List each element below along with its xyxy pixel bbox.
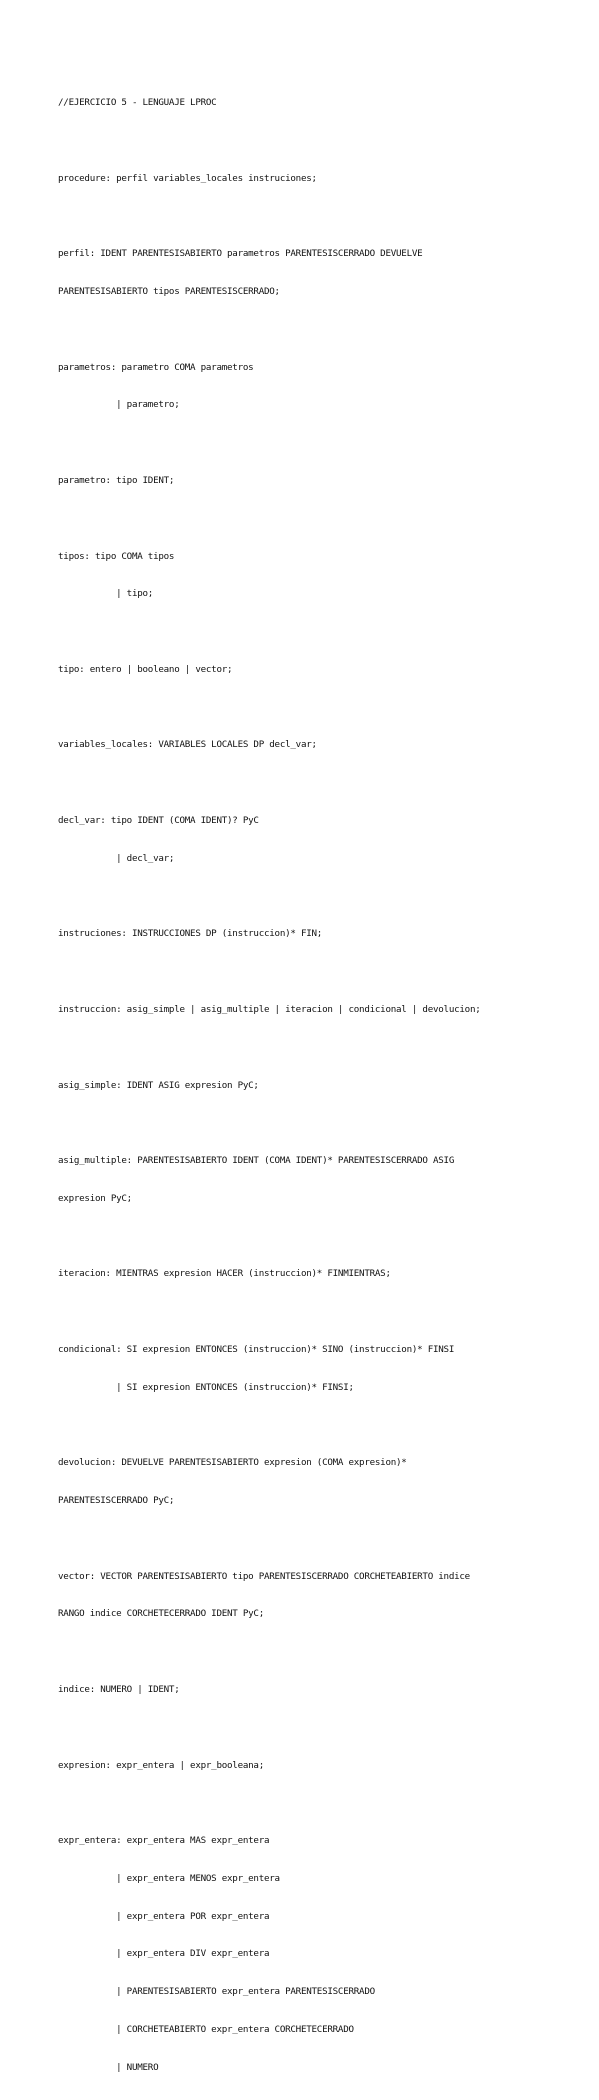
rule-tipos: tipos: tipo COMA tipos [58,550,175,562]
blank-line [58,1306,578,1319]
rule-expr-entera-alt-numero: | NUMERO [58,2061,159,2073]
blank-line [58,1420,578,1433]
blank-line [58,1797,578,1810]
rule-devolucion: devolucion: DEVUELVE PARENTESISABIERTO expresion (COMA expresion)* [58,1457,407,1469]
blank-line [58,1042,578,1055]
rule-instruccion: instruccion: asig_simple | asig_multiple | iteracion | condicional | devolucion; [58,1003,481,1015]
rule-vector-cont: RANGO indice CORCHETECERRADO IDENT PyC; [58,1608,264,1620]
rule-asig-multiple: asig_multiple: PARENTESISABIERTO IDENT (COMA IDENT)* PARENTESISCERRADO ASIG [58,1155,455,1167]
grammar-code-block [58,72,578,2100]
blank-line [58,966,578,979]
blank-line [58,1646,578,1659]
rule-decl-var: decl_var: tipo IDENT (COMA IDENT)? PyC [58,815,259,827]
rule-expr-entera-alt-corchete: | CORCHETEABIERTO expr_entera CORCHETECERRADO [58,2024,354,2036]
rule-expr-entera-alt-div: | expr_entera DIV expr_entera [58,1948,270,1960]
blank-line [58,891,578,904]
rule-iteracion: iteracion: MIENTRAS expresion HACER (instruccion)* FINMIENTRAS; [58,1268,391,1280]
rule-vector: vector: VECTOR PARENTESISABIERTO tipo PARENTESISCERRADO CORCHETEABIERTO indice [58,1570,470,1582]
blank-line [58,1117,578,1130]
rule-expr-entera: expr_entera: expr_entera MAS expr_entera [58,1835,270,1847]
blank-line [58,437,578,450]
rule-asig-multiple-cont: expresion PyC; [58,1192,132,1204]
blank-line [58,1722,578,1735]
rule-tipos-alt: | tipo; [58,588,154,600]
rule-decl-var-alt: | decl_var; [58,852,175,864]
rule-instruciones: instruciones: INSTRUCCIONES DP (instruccion)* FIN; [58,928,323,940]
comment-line: //EJERCICIO 5 - LENGUAJE LPROC [58,97,217,109]
blank-line [58,324,578,337]
rule-procedure: procedure: perfil variables_locales instruciones; [58,172,317,184]
blank-line [58,513,578,526]
rule-expr-entera-alt-menos: | expr_entera MENOS expr_entera [58,1872,280,1884]
rule-expr-entera-alt-por: | expr_entera POR expr_entera [58,1910,270,1922]
rule-perfil-cont: PARENTESISABIERTO tipos PARENTESISCERRADO; [58,286,280,298]
blank-line [58,211,578,224]
rule-condicional-alt: | SI expresion ENTONCES (instruccion)* FINSI; [58,1381,354,1393]
blank-line [58,702,578,715]
rule-tipo: tipo: entero | booleano | vector; [58,663,233,675]
rule-parametro: parametro: tipo IDENT; [58,475,175,486]
rule-devolucion-cont: PARENTESISCERRADO PyC; [58,1495,175,1507]
blank-line [58,1533,578,1546]
rule-asig-simple: asig_simple: IDENT ASIG expresion PyC; [58,1079,259,1091]
rule-expresion: expresion: expr_entera | expr_booleana; [58,1759,264,1771]
blank-line [58,135,578,148]
rule-parametros: parametros: parametro COMA parametros [58,361,254,373]
rule-variables-locales: variables_locales: VARIABLES LOCALES DP decl_var; [58,739,317,751]
rule-condicional: condicional: SI expresion ENTONCES (instruccion)* SINO (instruccion)* FINSI [58,1343,455,1355]
rule-indice: indice: NUMERO | IDENT; [58,1684,180,1695]
blank-line [58,777,578,790]
rule-parametros-alt: | parametro; [58,399,180,411]
blank-line [58,626,578,639]
rule-perfil: perfil: IDENT PARENTESISABIERTO parametros PARENTESISCERRADO DEVUELVE [58,248,423,260]
blank-line [58,1231,578,1244]
rule-expr-entera-alt-parentesis: | PARENTESISABIERTO expr_entera PARENTESISCERRADO [58,1986,375,1998]
